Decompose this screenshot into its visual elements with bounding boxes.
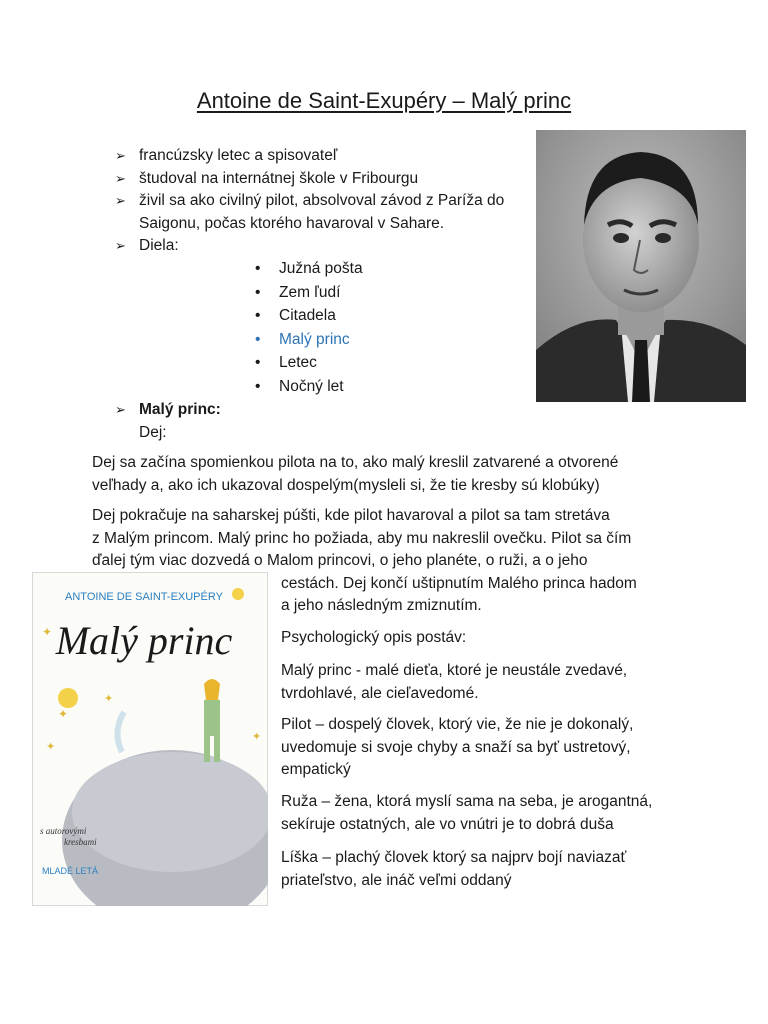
star-icon (232, 588, 244, 600)
cover-subtitle-1: s autorovými (40, 826, 87, 836)
bullet-dot-icon: • (255, 283, 261, 301)
bullet-dot-icon: • (255, 260, 261, 277)
author-portrait-image (536, 130, 746, 402)
arrow-bullet-icon: ➢ (115, 170, 126, 186)
bullet-dot-icon: • (255, 377, 261, 395)
bullet-dot-icon: • (255, 330, 261, 348)
list-item: ➢ Diela: (115, 235, 535, 258)
list-item: ➢ živil sa ako civilný pilot, absolvoval závod z Paríža do Saigonu, počas ktorého havaroval v Sahare. (115, 192, 505, 232)
cover-author: ANTOINE DE SAINT-EXUPÉRY (65, 591, 223, 603)
star-icon: ✦ (252, 731, 262, 743)
list-item: • Južná pošta (255, 257, 363, 281)
arrow-bullet-icon: ➢ (115, 193, 126, 208)
facts-list (115, 145, 535, 258)
cover-publisher: MLADÉ LETÁ (42, 866, 99, 876)
bullet-dot-icon: • (255, 354, 261, 371)
bullet-dot-icon: • (255, 307, 261, 324)
arrow-bullet-icon: ➢ (115, 148, 126, 163)
list-item: ➢ francúzsky letec a spisovateľ (115, 145, 535, 168)
character-rose: Ruža – žena, ktorá myslí sama na seba, je arogantná, sekíruje ostatných, ale vo vnútri je to dobrá duša (281, 793, 653, 833)
character-prince: Malý princ - malé dieťa, ktoré je neustále zvedavé, tvrdohlavé, ale cieľavedomé. (281, 662, 628, 702)
section-heading: Malý princ: (139, 401, 221, 418)
plot-paragraph-1: Dej sa začína spomienkou pilota na to, ako malý kreslil zatvarené a otvorené veľhady a, ako ich ukazoval dospelým(mysleli si, že tie kresby sú klobúky) (92, 454, 619, 494)
arrow-bullet-icon: ➢ (115, 238, 126, 253)
list-item: • Nočný let (255, 375, 363, 399)
star-icon: ✦ (46, 741, 56, 753)
arrow-bullet-icon: ➢ (115, 402, 126, 417)
character-fox: Líška – plachý človek ktorý sa najprv bojí naviazať priateľstvo, ale ináč veľmi oddaný (281, 849, 627, 889)
list-item: • Zem ľudí (255, 281, 363, 305)
book-cover-image (32, 572, 268, 906)
star-icon: ✦ (42, 625, 53, 639)
psych-heading: Psychologický opis postáv: (281, 629, 467, 646)
little-prince-figure (204, 679, 220, 700)
list-item: • Citadela (255, 304, 363, 328)
dej-label: Dej: (139, 423, 167, 441)
list-item: ➢ študoval na internátnej škole v Fribourgu (115, 168, 535, 191)
list-item: • Letec (255, 351, 363, 375)
page-title: Antoine de Saint-Exupéry – Malý princ (196, 88, 572, 113)
plot-paragraph-2: Dej pokračuje na saharskej púšti, kde pilot havaroval a pilot sa tam stretáva z Malým princom. Malý princ ho požiada, aby mu nakreslil ovečku. Pilot sa čím ďalej tým viac dozvedá o Malom princovi, o jeho planéte, o ruži, a o jeho cestách. Dej končí uštipnutím Malého princa hadom a jeho následným zmiznutím. (92, 507, 637, 614)
star-icon: ✦ (104, 693, 114, 705)
works-list (255, 257, 363, 398)
star-icon: ✦ (58, 707, 69, 721)
character-pilot: Pilot – dospelý človek, ktorý vie, že nie je dokonalý, uvedomuje si svoje chyby a snaží sa byť ustretový, empatický (281, 716, 634, 778)
planet-icon (58, 688, 78, 708)
maly-princ-section (115, 399, 221, 444)
cover-title: Malý princ (55, 618, 233, 663)
cover-subtitle-2: kresbami (64, 837, 97, 847)
list-item-highlighted: • Malý princ (255, 328, 363, 352)
